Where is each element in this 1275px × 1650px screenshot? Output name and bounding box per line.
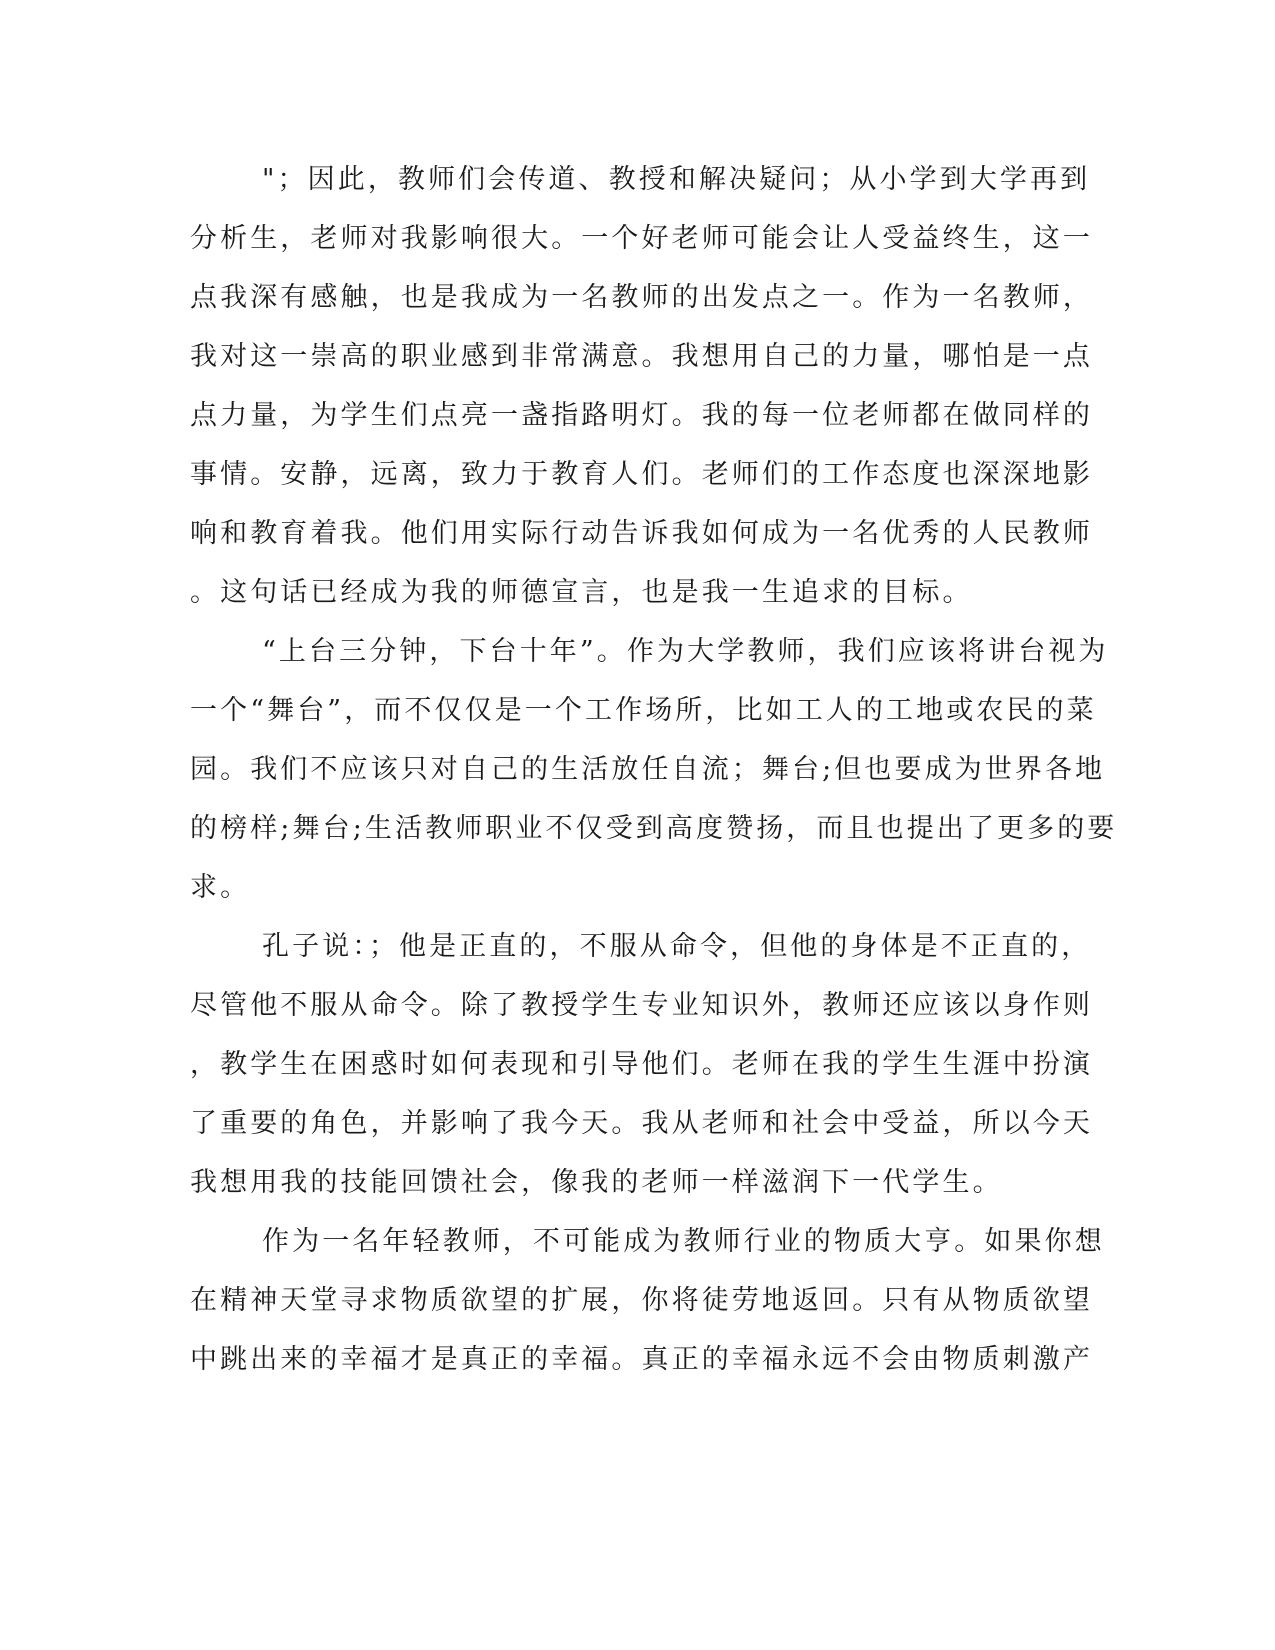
paragraph-2-line-3: 园。我们不应该只对自己的生活放任自流；舞台;但也要成为世界各地 bbox=[190, 754, 1106, 785]
paragraph-1-line-5: 点力量，为学生们点亮一盏指路明灯。我的每一位老师都在做同样的 bbox=[190, 400, 1093, 431]
paragraph-3-line-3: ，教学生在困惑时如何表现和引导他们。老师在我的学生生涯中扮演 bbox=[190, 1049, 1093, 1080]
paragraph-4-line-3: 中跳出来的幸福才是真正的幸福。真正的幸福永远不会由物质刺激产 bbox=[190, 1344, 1093, 1375]
paragraph-3-line-1: 孔子说：；他是正直的，不服从命令，但他的身体是不正直的， bbox=[262, 931, 1092, 962]
paragraph-2-line-4: 的榜样;舞台;生活教师职业不仅受到高度赞扬，而且也提出了更多的要 bbox=[190, 813, 1118, 844]
paragraph-4-line-1: 作为一名年轻教师，不可能成为教师行业的物质大亨。如果你想 bbox=[262, 1226, 1105, 1257]
paragraph-1-line-1: "；因此，教师们会传道、教授和解决疑问；从小学到大学再到 bbox=[262, 164, 1091, 195]
paragraph-1-line-3: 点我深有感触，也是我成为一名教师的出发点之一。作为一名教师， bbox=[190, 282, 1093, 313]
paragraph-1-line-2: 分析生，老师对我影响很大。一个好老师可能会让人受益终生，这一 bbox=[190, 223, 1093, 254]
paragraph-1-line-8: 。这句话已经成为我的师德宣言，也是我一生追求的目标。 bbox=[190, 577, 973, 608]
paragraph-2-line-1: “上台三分钟，下台十年”。作为大学教师，我们应该将讲台视为 bbox=[262, 636, 1109, 667]
paragraph-3-line-2: 尽管他不服从命令。除了教授学生专业知识外，教师还应该以身作则 bbox=[190, 990, 1093, 1021]
paragraph-1-line-6: 事情。安静，远离，致力于教育人们。老师们的工作态度也深深地影 bbox=[190, 459, 1093, 490]
paragraph-1-line-4: 我对这一崇高的职业感到非常满意。我想用自己的力量，哪怕是一点 bbox=[190, 341, 1093, 372]
paragraph-4-line-2: 在精神天堂寻求物质欲望的扩展，你将徒劳地返回。只有从物质欲望 bbox=[190, 1285, 1093, 1316]
paragraph-2-line-5: 求。 bbox=[190, 872, 251, 903]
paragraph-2-line-2: 一个“舞台”，而不仅仅是一个工作场所，比如工人的工地或农民的菜 bbox=[190, 695, 1097, 726]
paragraph-3-line-5: 我想用我的技能回馈社会，像我的老师一样滋润下一代学生。 bbox=[190, 1167, 1003, 1198]
paragraph-3-line-4: 了重要的角色，并影响了我今天。我从老师和社会中受益，所以今天 bbox=[190, 1108, 1093, 1139]
paragraph-1-line-7: 响和教育着我。他们用实际行动告诉我如何成为一名优秀的人民教师 bbox=[190, 518, 1093, 549]
